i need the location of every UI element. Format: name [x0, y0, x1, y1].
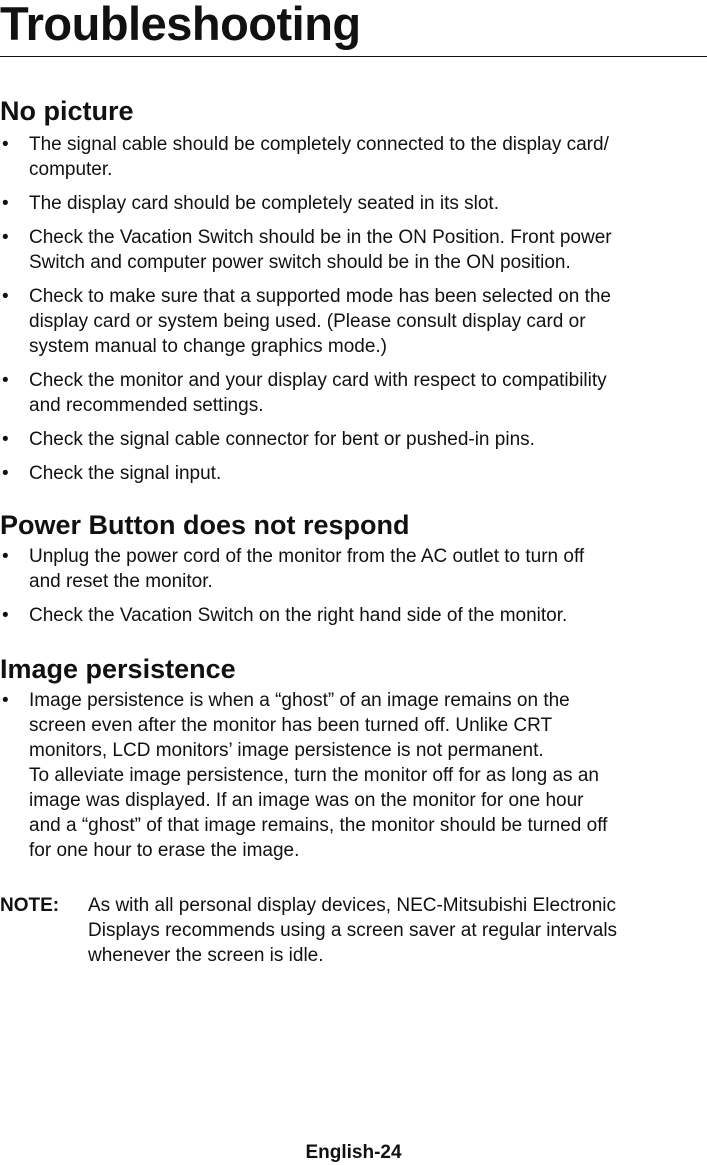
title-divider	[0, 56, 707, 57]
list-item-text: Check the Vacation Switch should be in the ON Position. Front power	[29, 227, 612, 248]
list-item	[0, 603, 707, 628]
bullet-list	[0, 132, 707, 486]
section-heading: Power Button does not respond	[0, 510, 410, 540]
bullet-icon: •	[2, 605, 9, 626]
list-item-text: Check the monitor and your display card with respect to compatibility	[29, 370, 607, 391]
list-item-text: Check to make sure that a supported mode has been selected on the	[29, 286, 611, 307]
list-item	[0, 368, 707, 418]
page-number: English-24	[305, 1142, 402, 1163]
bullet-icon: •	[2, 370, 9, 391]
list-item-text: screen even after the monitor has been turned off. Unlike CRT	[29, 715, 553, 736]
bullet-list	[0, 544, 707, 628]
list-item-text: To alleviate image persistence, turn the monitor off for as long as an	[29, 765, 599, 786]
list-item-text: computer.	[29, 159, 113, 180]
bullet-icon: •	[2, 134, 9, 155]
list-item-text: The display card should be completely seated in its slot.	[29, 193, 499, 214]
list-item	[0, 132, 707, 182]
list-item-text: monitors, LCD monitors’ image persistence is not permanent.	[29, 740, 544, 761]
section-heading: No picture	[0, 96, 134, 126]
list-item-text: Switch and computer power switch should be in the ON position.	[29, 252, 571, 273]
list-item-text: Check the signal input.	[29, 463, 222, 484]
bullet-list	[0, 688, 707, 863]
list-item	[0, 461, 707, 486]
note-line: whenever the screen is idle.	[88, 945, 324, 966]
page-title: Troubleshooting	[0, 0, 361, 50]
list-item	[0, 688, 707, 863]
bullet-icon: •	[2, 286, 9, 307]
section-heading: Image persistence	[0, 654, 236, 684]
bullet-icon: •	[2, 193, 9, 214]
list-item	[0, 427, 707, 452]
list-item	[0, 191, 707, 216]
note-label: NOTE:	[0, 895, 60, 916]
list-item-text: and reset the monitor.	[29, 571, 213, 592]
section-image-persistence	[0, 654, 707, 863]
list-item-text: Check the signal cable connector for bent or pushed-in pins.	[29, 429, 535, 450]
bullet-icon: •	[2, 546, 9, 567]
list-item-text: The signal cable should be completely connected to the display card/	[29, 134, 609, 155]
bullet-icon: •	[2, 463, 9, 484]
note-block	[0, 893, 707, 968]
list-item-text: image was displayed. If an image was on the monitor for one hour	[29, 790, 584, 811]
section-power-button	[0, 510, 707, 628]
bullet-icon: •	[2, 690, 9, 711]
section-no-picture	[0, 96, 707, 486]
list-item-text: for one hour to erase the image.	[29, 840, 300, 861]
list-item	[0, 544, 707, 594]
list-item-text: and a “ghost” of that image remains, the monitor should be turned off	[29, 815, 608, 836]
list-item-text: and recommended settings.	[29, 395, 264, 416]
note-text	[88, 893, 707, 968]
list-item	[0, 284, 707, 359]
list-item-text: Image persistence is when a “ghost” of an image remains on the	[29, 690, 570, 711]
list-item-text: display card or system being used. (Please consult display card or	[29, 311, 586, 332]
list-item-text: system manual to change graphics mode.)	[29, 336, 388, 357]
bullet-icon: •	[2, 227, 9, 248]
bullet-icon: •	[2, 429, 9, 450]
note-line: As with all personal display devices, NEC-Mitsubishi Electronic	[88, 895, 616, 916]
note-line: Displays recommends using a screen saver at regular intervals	[88, 920, 618, 941]
list-item	[0, 225, 707, 275]
list-item-text: Unplug the power cord of the monitor from the AC outlet to turn off	[29, 546, 585, 567]
list-item-text: Check the Vacation Switch on the right hand side of the monitor.	[29, 605, 568, 626]
